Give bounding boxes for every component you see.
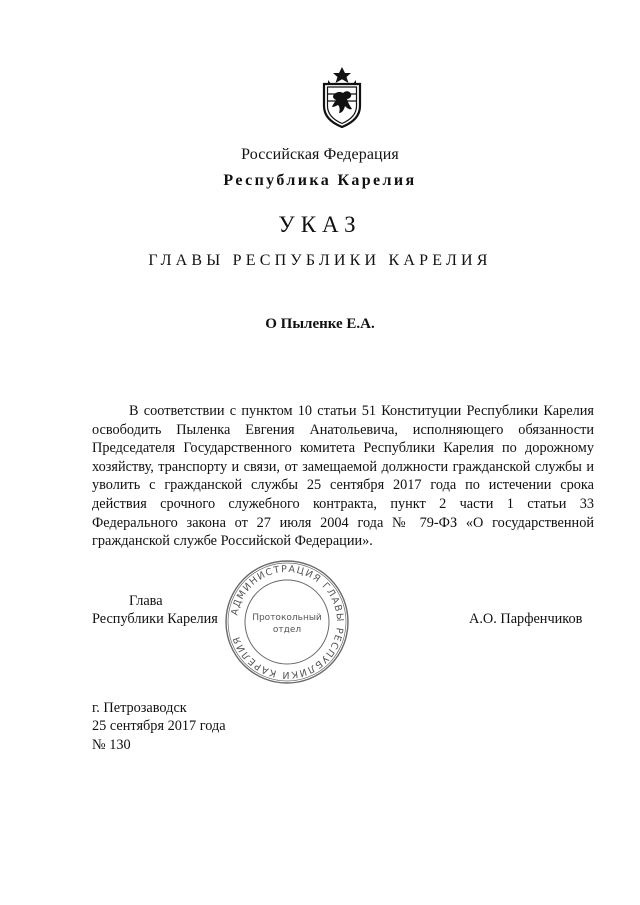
decree-body: В соответствии с пунктом 10 статьи 51 Конституции Республики Карелия освободить Пыленка Евгения Анатольевича, исполняющего обязанности Председателя Государственного комитета Республики Карелия по дорожному хозяйству, транспорту и связи, от замещаемой должности гражданской службы и уволить с гражданской службы 25 сентября 2017 года по истечении срока действия срочного служебного контракта, пункт 2 части 1 статьи 33 Федерального закона от 27 июля 2004 года № 79-ФЗ «О государственной гражданской службе Российской Федерации». bbox=[92, 403, 594, 550]
decree-subject: О Пыленке Е.А. bbox=[265, 316, 375, 332]
decree-details bbox=[92, 699, 226, 754]
country-name: Российская Федерация bbox=[241, 146, 399, 163]
issuer-title: ГЛАВЫ РЕСПУБЛИКИ КАРЕЛИЯ bbox=[148, 252, 492, 269]
official-stamp bbox=[222, 557, 352, 687]
stamp-line-2: отдел bbox=[272, 625, 302, 635]
signatory-title: Глава bbox=[129, 593, 163, 609]
issue-date: 25 сентября 2017 года bbox=[92, 718, 226, 735]
signatory-organization: Республики Карелия bbox=[92, 611, 218, 627]
stamp-line-1: Протокольный bbox=[252, 613, 322, 623]
karelia-coat-of-arms-icon bbox=[318, 66, 366, 128]
document-type: УКАЗ bbox=[278, 212, 362, 237]
signatory-name: А.О. Парфенчиков bbox=[469, 611, 583, 627]
decree-number: № 130 bbox=[92, 736, 131, 753]
republic-name: Республика Карелия bbox=[223, 172, 417, 189]
stamp-ring-text: АДМИНИСТРАЦИЯ ГЛАВЫ РЕСПУБЛИКИ КАРЕЛИЯ bbox=[229, 563, 346, 681]
issue-place: г. Петрозаводск bbox=[92, 700, 187, 716]
